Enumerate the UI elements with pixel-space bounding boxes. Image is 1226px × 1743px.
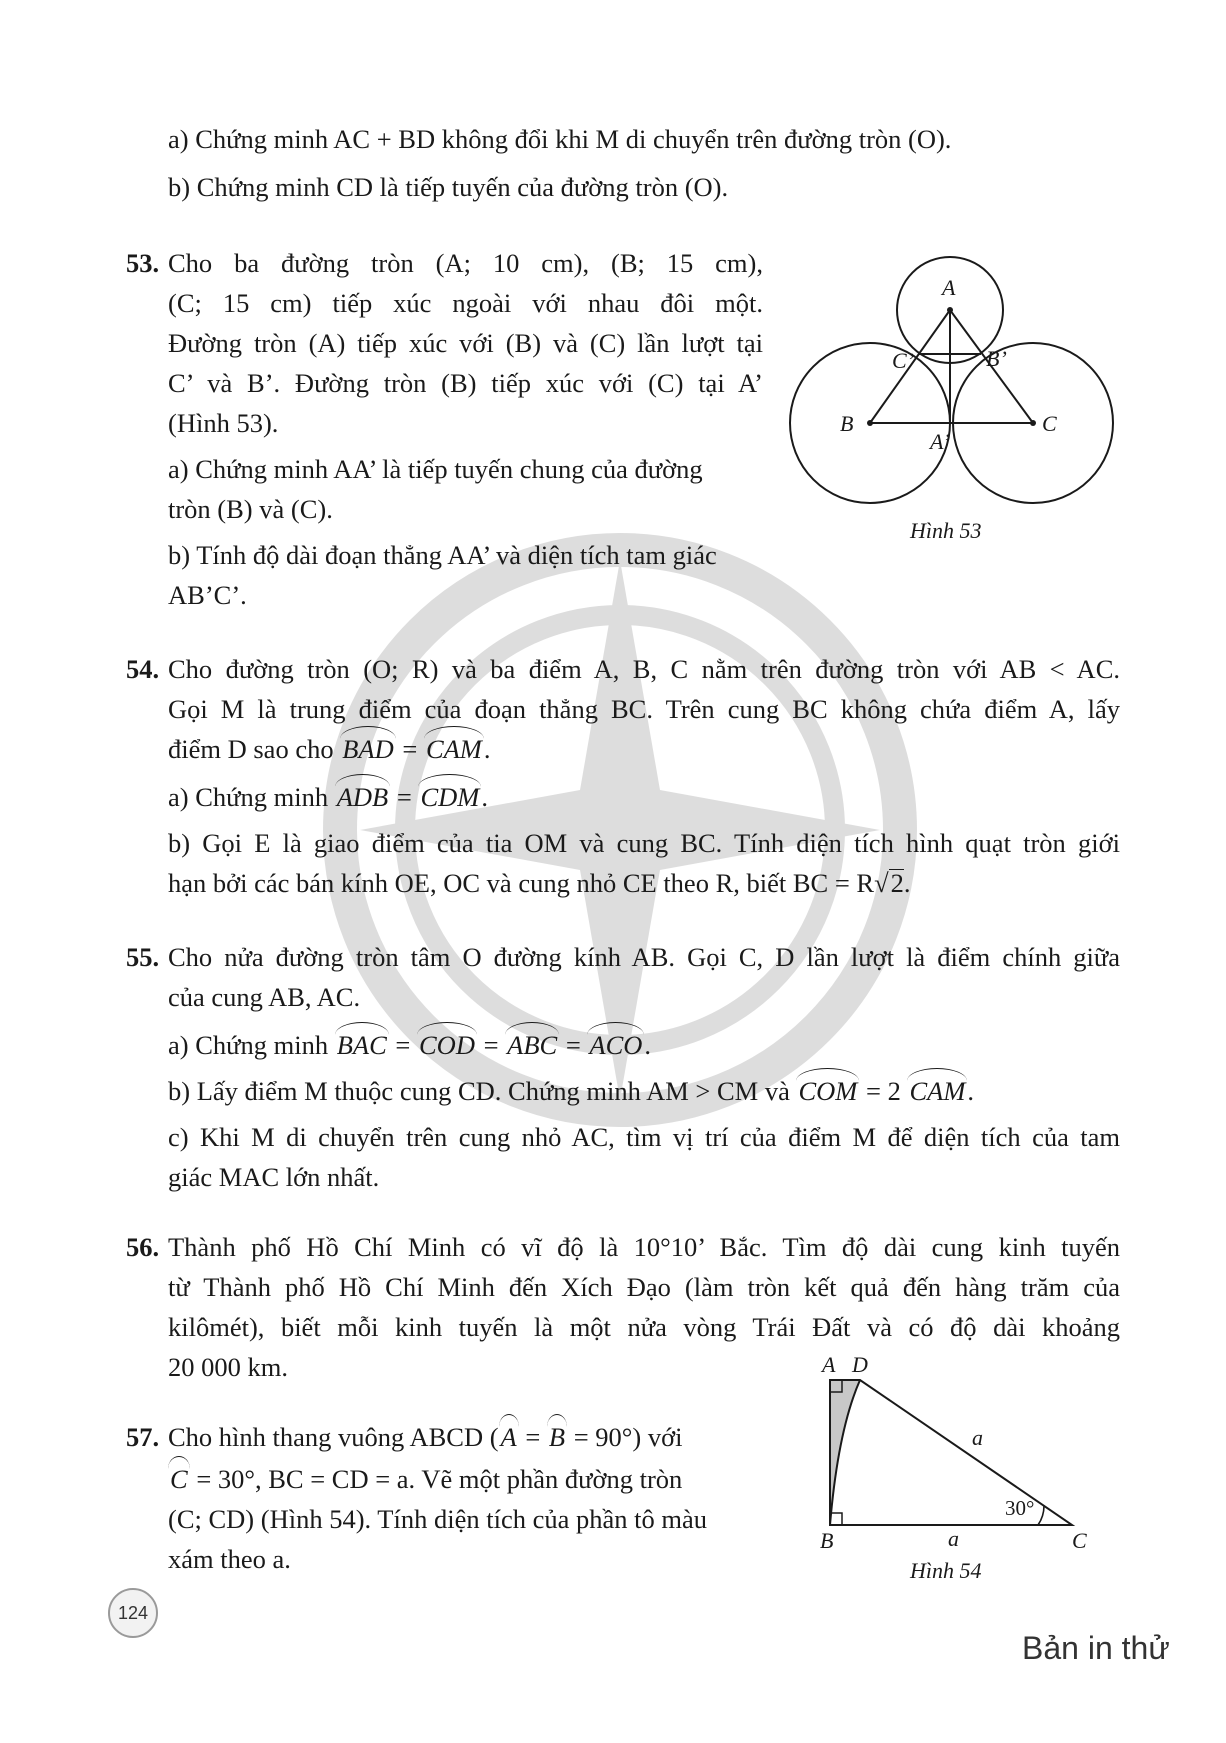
label-d: D — [852, 1352, 868, 1377]
p57-line4: xám theo a. — [168, 1544, 291, 1574]
p54-part-a — [168, 780, 488, 814]
arc-angle-cdm: CDM — [420, 782, 480, 812]
page-number: 124 — [108, 1588, 158, 1638]
p52-part-a: a) Chứng minh AC + BD không đổi khi M di chuyển trên đường tròn (O). — [168, 124, 952, 154]
equals-sign: = — [525, 1422, 541, 1452]
p57-line1-text: Cho hình thang vuông ABCD ( — [168, 1422, 499, 1452]
arc-angle-b: B — [548, 1422, 566, 1452]
arc-angle-bac: BAC — [336, 1030, 387, 1060]
p54-line2: Gọi M là trung điểm của đoạn thẳng BC. Trên cung BC không chứa điểm A, lấy — [168, 694, 1120, 724]
p55-line2: của cung AB, AC. — [168, 982, 361, 1012]
p57-line1-value: = 90°) với — [573, 1422, 683, 1452]
p53-line2: (C; 15 cm) tiếp xúc ngoài với nhau đôi một. — [168, 288, 763, 318]
p57-line2-text: = 30°, BC = CD = a. Vẽ một phần đường tròn — [196, 1464, 683, 1494]
arc-angle-cam: CAM — [425, 734, 482, 764]
figure-54-caption: Hình 54 — [910, 1558, 982, 1583]
figure-54 — [800, 1350, 1100, 1555]
equals-sign: = — [402, 734, 418, 764]
period: . — [483, 734, 491, 764]
p55-part-c-1: c) Khi M di chuyển trên cung nhỏ AC, tìm vị trí của điểm M để diện tích của tam — [168, 1122, 1120, 1152]
p53-part-b-2: AB’C’. — [168, 580, 247, 610]
arc-angle-cod: COD — [419, 1030, 475, 1060]
p53-line4: C’ và B’. Đường tròn (B) tiếp xúc với (C) tại A’ — [168, 368, 763, 398]
equals-sign: = — [565, 1030, 581, 1060]
label-c: C — [1042, 411, 1057, 436]
figure-53-caption: Hình 53 — [910, 518, 982, 543]
label-c: C — [1072, 1528, 1087, 1553]
p56-line1: Thành phố Hồ Chí Minh có vĩ độ là 10°10’ Bắc. Tìm độ dài cung kinh tuyến — [168, 1232, 1120, 1262]
problem-53-number: 53. — [126, 248, 160, 278]
figure-53 — [780, 255, 1125, 530]
p53-line1: Cho ba đường tròn (A; 10 cm), (B; 15 cm), — [168, 248, 763, 278]
label-side-cd: a — [972, 1425, 983, 1450]
equals-sign: = — [483, 1030, 499, 1060]
p53-part-a-2: tròn (B) và (C). — [168, 494, 333, 524]
p55-part-a-text: a) Chứng minh — [168, 1030, 329, 1060]
period: . — [644, 1030, 652, 1060]
p55-part-b-text: b) Lấy điểm M thuộc cung CD. Chứng minh AM > CM và — [168, 1076, 790, 1106]
arc-angle-com: COM — [798, 1076, 858, 1106]
p54-part-b-2 — [168, 866, 911, 900]
problem-57-number: 57. — [126, 1422, 160, 1452]
p56-line2: từ Thành phố Hồ Chí Minh đến Xích Đạo (làm tròn kết quả đến hàng trăm của — [168, 1272, 1120, 1302]
equals-sign: = — [395, 1030, 411, 1060]
p54-line3 — [168, 732, 491, 766]
p54-part-a-text: a) Chứng minh — [168, 782, 329, 812]
arc-angle-c: C — [170, 1464, 188, 1494]
problem-56-number: 56. — [126, 1232, 160, 1262]
period: . — [903, 868, 911, 898]
sqrt-value: 2 — [890, 868, 904, 898]
arc-angle-adb: ADB — [336, 782, 389, 812]
p52-part-b: b) Chứng minh CD là tiếp tuyến của đường tròn (O). — [168, 172, 729, 202]
equals-sign: = — [396, 782, 412, 812]
p53-line3: Đường tròn (A) tiếp xúc với (B) và (C) lần lượt tại — [168, 328, 763, 358]
equals-two: = 2 — [866, 1076, 901, 1106]
trapezoid-abcd — [830, 1380, 1072, 1525]
angle-label: 30° — [1005, 1496, 1035, 1520]
label-b-prime: B’ — [986, 346, 1007, 371]
label-a-prime: A’ — [930, 429, 950, 454]
arc-angle-aco: ACO — [589, 1030, 643, 1060]
label-b: B — [840, 411, 854, 436]
problem-55-number: 55. — [126, 942, 160, 972]
p53-part-b-1: b) Tính độ dài đoạn thẳng AA’ và diện tích tam giác — [168, 540, 717, 570]
arc-angle-cam: CAM — [909, 1076, 966, 1106]
p55-part-c-2: giác MAC lớn nhất. — [168, 1162, 380, 1192]
label-c-prime: C’ — [892, 348, 914, 373]
draft-notice: Bản in thử — [1022, 1630, 1170, 1666]
problem-54-number: 54. — [126, 654, 160, 684]
p54-line1: Cho đường tròn (O; R) và ba điểm A, B, C nằm trên đường tròn với AB < AC. — [168, 654, 1120, 684]
p57-line3: (C; CD) (Hình 54). Tính diện tích của phần tô màu — [168, 1504, 707, 1534]
label-b: B — [820, 1528, 834, 1553]
p54-part-b-1: b) Gọi E là giao điểm của tia OM và cung BC. Tính diện tích hình quạt tròn giới — [168, 828, 1120, 858]
sqrt-sign: √ — [874, 868, 889, 898]
label-side-bc: a — [948, 1526, 959, 1551]
p56-line4: 20 000 km. — [168, 1352, 288, 1382]
p53-part-a-1: a) Chứng minh AA’ là tiếp tuyến chung của đường — [168, 454, 703, 484]
label-a: A — [822, 1352, 836, 1377]
p55-part-b — [168, 1074, 974, 1108]
arc-angle-abc: ABC — [507, 1030, 558, 1060]
p57-line2 — [168, 1462, 682, 1496]
p54-part-b-2-text: hạn bởi các bán kính OE, OC và cung nhỏ CE theo R, biết BC = R — [168, 868, 875, 898]
label-a: A — [942, 275, 956, 300]
p53-line5: (Hình 53). — [168, 408, 279, 438]
arc-angle-bad: BAD — [342, 734, 394, 764]
p55-part-a — [168, 1028, 651, 1062]
p56-line3: kilômét), biết mỗi kinh tuyến là một nửa vòng Trái Đất và có độ dài khoảng — [168, 1312, 1120, 1342]
p54-line3-text: điểm D sao cho — [168, 734, 334, 764]
arc-angle-a: A — [500, 1422, 517, 1452]
shaded-region — [830, 1380, 860, 1525]
p55-line1: Cho nửa đường tròn tâm O đường kính AB. Gọi C, D lần lượt là điểm chính giữa — [168, 942, 1120, 972]
period: . — [967, 1076, 975, 1106]
period: . — [481, 782, 488, 812]
p57-line1 — [168, 1420, 682, 1454]
